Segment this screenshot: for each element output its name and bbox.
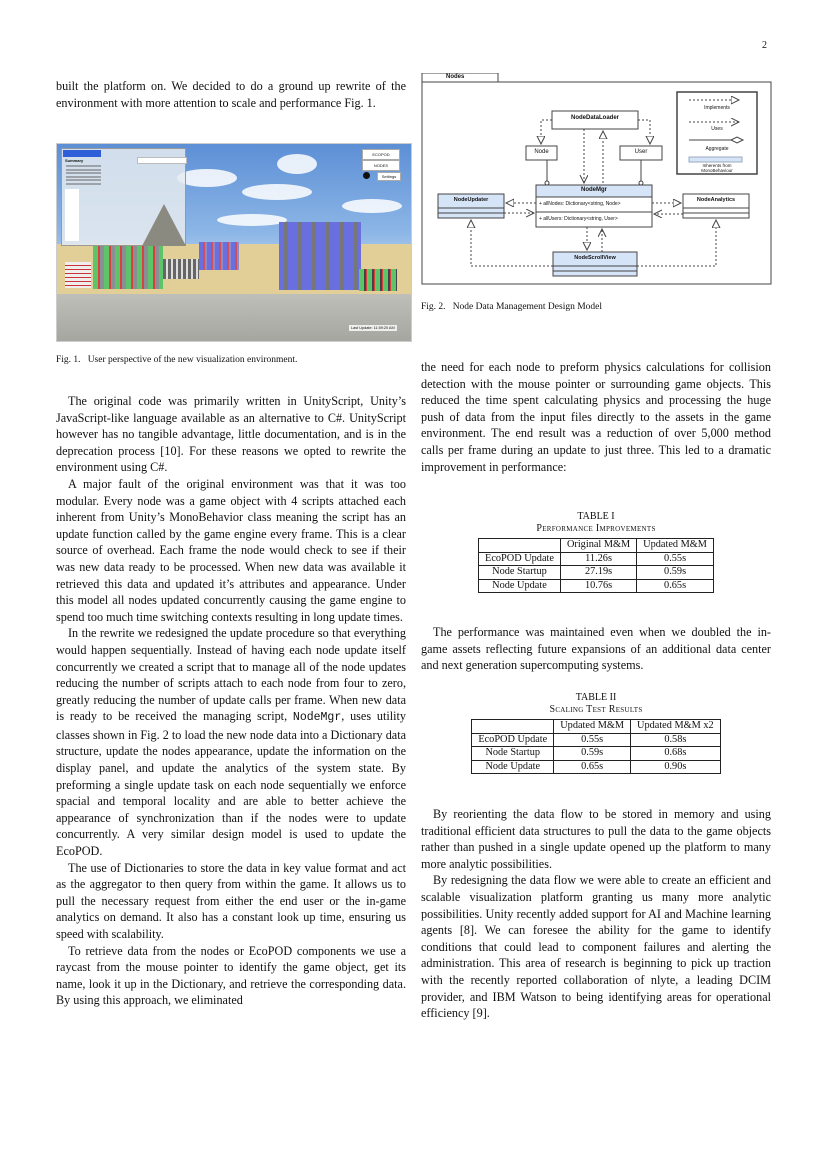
table-header-row xyxy=(472,720,720,734)
cell: 0.58s xyxy=(631,733,721,747)
cell: 0.59s xyxy=(637,566,714,580)
panel-tabs[interactable] xyxy=(63,150,101,157)
panel-title: Summary xyxy=(65,158,84,163)
toggle-icon[interactable] xyxy=(363,172,370,179)
header-cell: Updated M&M xyxy=(637,539,714,553)
paragraph: The use of Dictionaries to store the data in key value format and act as the aggregator to then query from within the game. It allows us to pull the necessary request from either the end user or the in-game analytics on demand. It also has a constant look up time, ensuring us speed with scalability. xyxy=(56,860,406,941)
cell: 27.19s xyxy=(560,566,636,580)
paragraph-rewrite xyxy=(56,625,406,859)
left-body xyxy=(56,393,406,1009)
text: In the rewrite we redesigned the update procedure so that everything would happen sequentially. Instead of having each node update itself concurrently we created a script that to manage all of the node updates reducing the number of scripts attach to each node from four to zero, greatly reducing the number of update calls per frame. When new data is ready to be received the managing script, xyxy=(56,626,406,724)
header-cell: Original M&M xyxy=(560,539,636,553)
server-racks-white xyxy=(65,262,91,288)
header-cell: Updated M&M xyxy=(554,720,631,734)
row-label: Node Update xyxy=(472,760,554,774)
cell: 0.55s xyxy=(554,733,631,747)
class-user: User xyxy=(634,149,648,155)
row-label: EcoPOD Update xyxy=(472,733,554,747)
class-node: Node xyxy=(534,149,549,155)
package-tab-label: Nodes xyxy=(446,74,465,80)
figure-1-caption xyxy=(56,354,406,366)
table-1-number: TABLE I xyxy=(577,511,615,522)
cloud xyxy=(177,169,237,187)
right-body-3 xyxy=(421,806,771,1022)
server-racks-grey xyxy=(163,259,199,279)
intro-paragraph: built the platform on. We decided to do a ground up rewrite of the environment with more attention to scale and performance Fig. 1. xyxy=(56,79,406,110)
legend-inherits-2: MonoBehaviour xyxy=(701,168,733,173)
last-update-label: Last Update: 11:59:20 AM xyxy=(351,326,395,330)
server-racks-blue-right xyxy=(279,222,361,290)
paragraph: By redesigning the data flow we were able to create an efficient and scalable visualization platform granting us many more analytic possibilities. Unity recently added support for AI and Machine learning agents [8]. We can foresee the ability for the game to identify conditions that could lead to component failures and alerting the administration. This area of research is beginning to pick up traction with the recently reported collaboration of nlyte, a leading DCIM provider, and IBM Watson to being identifying areas for operational efficiency [9]. xyxy=(421,873,771,1021)
paragraph: A major fault of the original environment was that it was too modular. Every node was a game object with 4 scripts attached each inherent from Unity’s MonoBehavior class meaning the script has an update function called by the game engine every frame. This is a clear source of overhead. Each frame the node would check to see if their was new data ready to be processed. When new data was available it retrieved this data and updated it’s attributes and appearance. Under this model all nodes updated concurrently causing the game engine to spend too much time switching contexts resulting in long update times. xyxy=(56,476,406,624)
header-cell: Updated M&M x2 xyxy=(631,720,721,734)
search-input[interactable] xyxy=(137,157,187,164)
cloud xyxy=(217,214,287,226)
row-label: Node Update xyxy=(479,579,561,593)
legend-uses: Uses xyxy=(711,126,723,132)
table-row xyxy=(472,747,720,761)
nodemgr-attr-allusers: + allUsers: Dictionary<string, User> xyxy=(539,216,618,222)
table-2-title: Scaling Test Results xyxy=(549,704,643,715)
code-nodemgr: NodeMgr xyxy=(292,711,342,725)
ecopod-button[interactable]: ECOPOD xyxy=(362,149,400,160)
ground xyxy=(57,294,411,341)
cell: 0.90s xyxy=(631,760,721,774)
table-2-number: TABLE II xyxy=(575,692,617,703)
nodes-button[interactable]: NODES xyxy=(362,160,400,171)
mountain xyxy=(142,204,186,246)
table-1 xyxy=(421,511,771,593)
left-column xyxy=(56,78,406,111)
class-nodeanalytics: NodeAnalytics xyxy=(696,197,736,203)
cell: 0.59s xyxy=(554,747,631,761)
text: , uses utility classes shown in Fig. 2 to load the new node data into a Dictionary data structure, update the nodes appearance, update the information on the display panel, and update the analytics of the system state. By preforming a single update task on each node sequentially we enforce spacial and temporal locality and are able to better achieve the appearance of synchronization than if the nodes were to update concurrently. A very similar design model is used to update the EcoPOD. xyxy=(56,709,406,859)
header-cell xyxy=(479,539,561,553)
settings-button[interactable]: Settings xyxy=(377,172,401,181)
cell: 0.65s xyxy=(554,760,631,774)
figure-2-caption xyxy=(421,301,771,313)
nodemgr-attr-allnodes: + allNodes: Dictionary<string, Node> xyxy=(539,201,621,207)
caption-text: User perspective of the new visualization environment. xyxy=(87,355,298,365)
header-cell xyxy=(472,720,554,734)
table-row xyxy=(479,566,714,580)
node-list[interactable] xyxy=(65,189,79,241)
paragraph: The performance was maintained even when we doubled the in-game assets reflecting future expansions of an additional data center and next generation supercomputing systems. xyxy=(421,625,771,673)
row-label: Node Startup xyxy=(479,566,561,580)
legend-aggregate: Aggregate xyxy=(705,146,729,152)
class-nodeupdater: NodeUpdater xyxy=(453,197,489,203)
caption-label: Fig. 1. xyxy=(56,355,81,365)
table-row xyxy=(479,579,714,593)
cell: 0.65s xyxy=(637,579,714,593)
table-1-grid xyxy=(478,538,714,593)
cell: 10.76s xyxy=(560,579,636,593)
cloud xyxy=(277,154,317,174)
paragraph: The original code was primarily written in UnityScript, Unity’s JavaScript-like language available as an alternative to C#. UnityScript however has no tangible advantage, little documentation, and is in the deprecation process [10]. For these reasons we opted to rewrite the environment using C#. xyxy=(56,394,406,475)
page-number: 2 xyxy=(762,40,767,51)
table-1-title: Performance Improvements xyxy=(536,523,656,534)
cell: 11.26s xyxy=(560,552,636,566)
legend-inherits-1: Inherents from xyxy=(702,163,732,168)
table-2-grid xyxy=(471,719,720,774)
class-nodescrollview: NodeScrollView xyxy=(574,255,616,261)
paragraph: the need for each node to preform physics calculations for collision detection with the mouse pointer or surrounding game objects. This reduced the time spent calculating physics and processing the huge push of data from the input files directly to the assets in the game environment. The end result was a reduction of over 5,000 method calls per frame during an update to just three. This led to a dramatic improvement in performance: xyxy=(421,360,771,474)
server-racks-blue-mid xyxy=(199,242,239,270)
class-nodemgr: NodeMgr xyxy=(581,187,607,193)
legend-implements: Implements xyxy=(704,105,730,111)
right-body-2 xyxy=(421,624,771,674)
summary-stats xyxy=(66,165,101,186)
caption-text: Node Data Management Design Model xyxy=(452,302,603,312)
table-header-row xyxy=(479,539,714,553)
figure-2-diagram xyxy=(421,73,772,285)
table-row xyxy=(472,760,720,774)
cloud xyxy=(242,184,312,200)
table-row xyxy=(472,733,720,747)
paragraph: By reorienting the data flow to be stored in memory and using traditional efficient data structures to pull the data to the game objects rather than pushed in a single update opened up the platform to many more analytic possibilities. xyxy=(421,807,771,871)
cell: 0.68s xyxy=(631,747,721,761)
right-body-1 xyxy=(421,359,771,475)
table-row xyxy=(479,552,714,566)
cloud xyxy=(342,199,402,213)
row-label: Node Startup xyxy=(472,747,554,761)
cell: 0.55s xyxy=(637,552,714,566)
server-racks-green-right xyxy=(359,269,397,291)
server-racks-left xyxy=(93,245,163,289)
class-nodedataloader: NodeDataLoader xyxy=(570,115,619,121)
caption-label: Fig. 2. xyxy=(421,302,446,312)
row-label: EcoPOD Update xyxy=(479,552,561,566)
summary-panel[interactable] xyxy=(61,148,186,246)
figure-1-screenshot xyxy=(56,143,412,342)
paragraph: To retrieve data from the nodes or EcoPOD components we use a raycast from the mouse pointer to identify the game object, get its name, look it up in the Dictionary, and retrieve the corresponding data. By using this approach, we eliminated xyxy=(56,943,406,1008)
table-2 xyxy=(421,692,771,774)
